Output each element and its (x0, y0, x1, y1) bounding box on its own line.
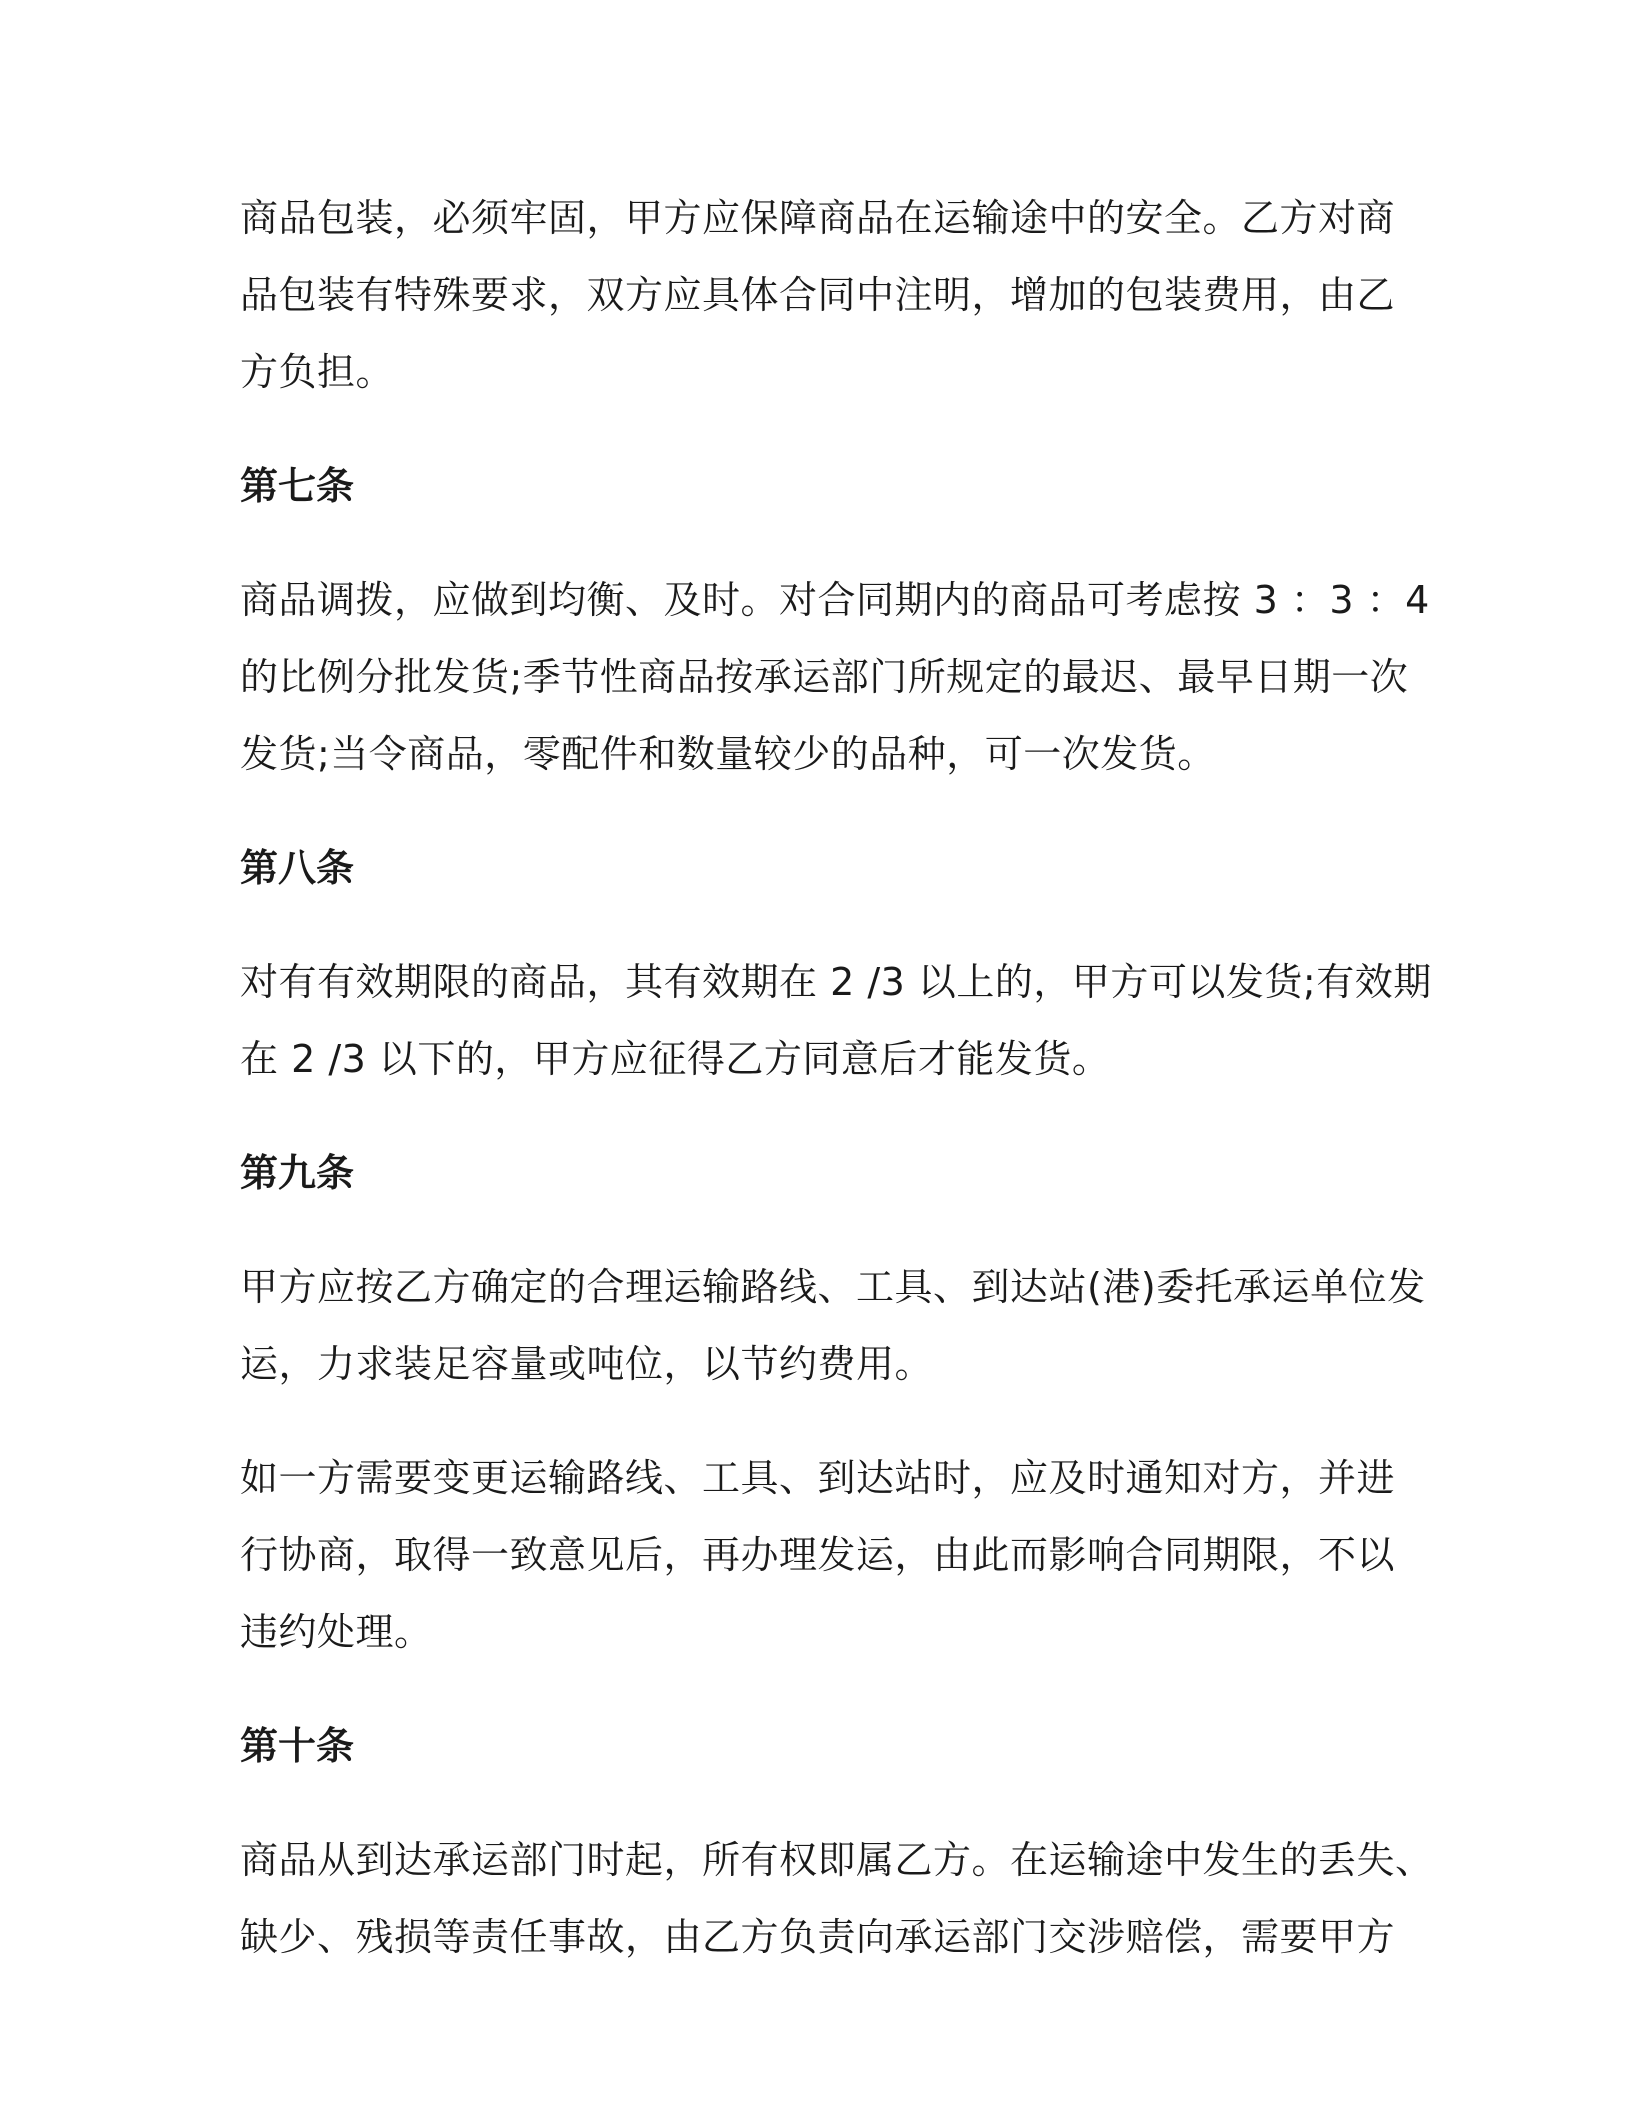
document-page (240, 180, 1434, 1976)
text-line: 违约处理。 (240, 1610, 433, 1654)
paragraph-packaging (240, 180, 1400, 411)
article-heading-7: 第七条 (240, 464, 355, 508)
article-heading-10: 第十条 (240, 1724, 355, 1768)
text-line: 如一方需要变更运输路线、工具、到达站时，应及时通知对方，并进 (240, 1456, 1396, 1500)
text-line: 对有有效期限的商品，其有效期在 2 /3 以上的，甲方可以发货;有效期 (240, 960, 1432, 1004)
text-line: 在 2 /3 以下的，甲方应征得乙方同意后才能发货。 (240, 1037, 1111, 1081)
text-line: 行协商，取得一致意见后，再办理发运，由此而影响合同期限，不以 (240, 1533, 1396, 1577)
text-line: 的比例分批发货;季节性商品按承运部门所规定的最迟、最早日期一次 (240, 655, 1409, 699)
text-line: 甲方应按乙方确定的合理运输路线、工具、到达站(港)委托承运单位发 (240, 1265, 1426, 1309)
text-line: 缺少、残损等责任事故，由乙方负责向承运部门交涉赔偿，需要甲方 (240, 1915, 1396, 1959)
text-line: 品包装有特殊要求，双方应具体合同中注明，增加的包装费用，由乙 (240, 273, 1396, 317)
paragraph-allocation (240, 562, 1430, 793)
paragraph-validity (240, 944, 1432, 1098)
text-line: 商品包装，必须牢固，甲方应保障商品在运输途中的安全。乙方对商 (240, 196, 1396, 240)
paragraph-route-change (240, 1440, 1400, 1671)
article-heading-9: 第九条 (240, 1151, 355, 1195)
text-line: 方负担。 (240, 350, 395, 394)
text-line: 商品调拨，应做到均衡、及时。对合同期内的商品可考虑按 3 ：3 ：4 (240, 578, 1430, 622)
paragraph-ownership (240, 1822, 1434, 1976)
paragraph-transport-route (240, 1249, 1426, 1403)
text-line: 商品从到达承运部门时起，所有权即属乙方。在运输途中发生的丢失、 (240, 1838, 1434, 1882)
text-line: 发货;当令商品，零配件和数量较少的品种，可一次发货。 (240, 732, 1216, 776)
text-line: 运，力求装足容量或吨位，以节约费用。 (240, 1342, 934, 1386)
article-heading-8: 第八条 (240, 846, 355, 890)
